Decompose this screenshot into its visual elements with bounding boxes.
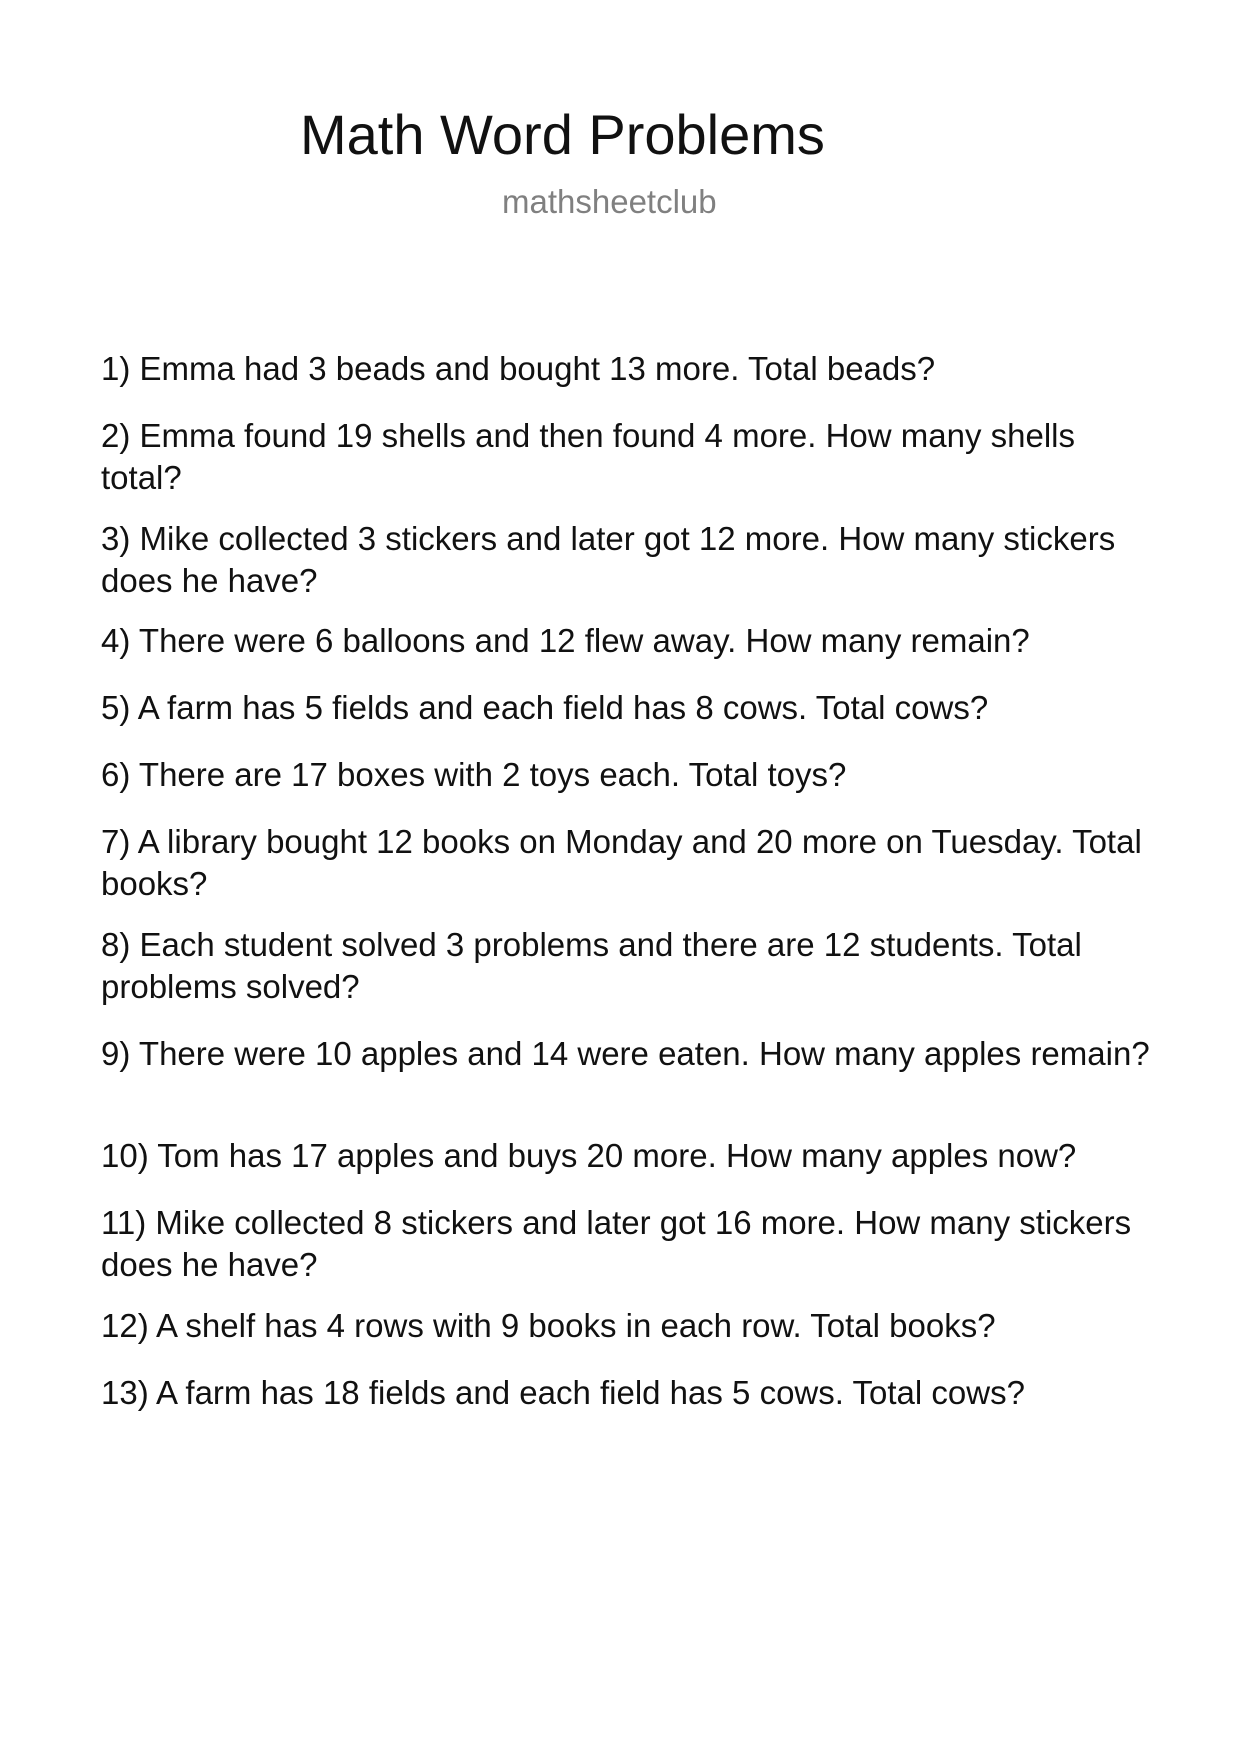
page-subtitle: mathsheetclub — [502, 183, 717, 220]
page-title: Math Word Problems — [300, 103, 825, 166]
problem-2: 2) Emma found 19 shells and then found 4 more. How many shells total? — [101, 417, 1076, 496]
problem-1: 1) Emma had 3 beads and bought 13 more. Total beads? — [101, 350, 936, 387]
problem-11: 11) Mike collected 8 stickers and later got 16 more. How many stickers does he have? — [101, 1204, 1132, 1283]
problem-7: 7) A library bought 12 books on Monday and 20 more on Tuesday. Total books? — [101, 823, 1142, 902]
problem-6: 6) There are 17 boxes with 2 toys each. Total toys? — [101, 756, 847, 793]
problem-10: 10) Tom has 17 apples and buys 20 more. How many apples now? — [101, 1137, 1077, 1174]
problem-3: 3) Mike collected 3 stickers and later got 12 more. How many stickers does he have? — [101, 520, 1116, 599]
problem-12: 12) A shelf has 4 rows with 9 books in each row. Total books? — [101, 1307, 996, 1344]
problem-4: 4) There were 6 balloons and 12 flew away. How many remain? — [101, 622, 1030, 659]
problem-9: 9) There were 10 apples and 14 were eaten. How many apples remain? — [101, 1035, 1150, 1072]
problem-8: 8) Each student solved 3 problems and there are 12 students. Total problems solved? — [101, 926, 1082, 1005]
problem-13: 13) A farm has 18 fields and each field has 5 cows. Total cows? — [101, 1374, 1025, 1411]
problem-5: 5) A farm has 5 fields and each field has 8 cows. Total cows? — [101, 689, 989, 726]
